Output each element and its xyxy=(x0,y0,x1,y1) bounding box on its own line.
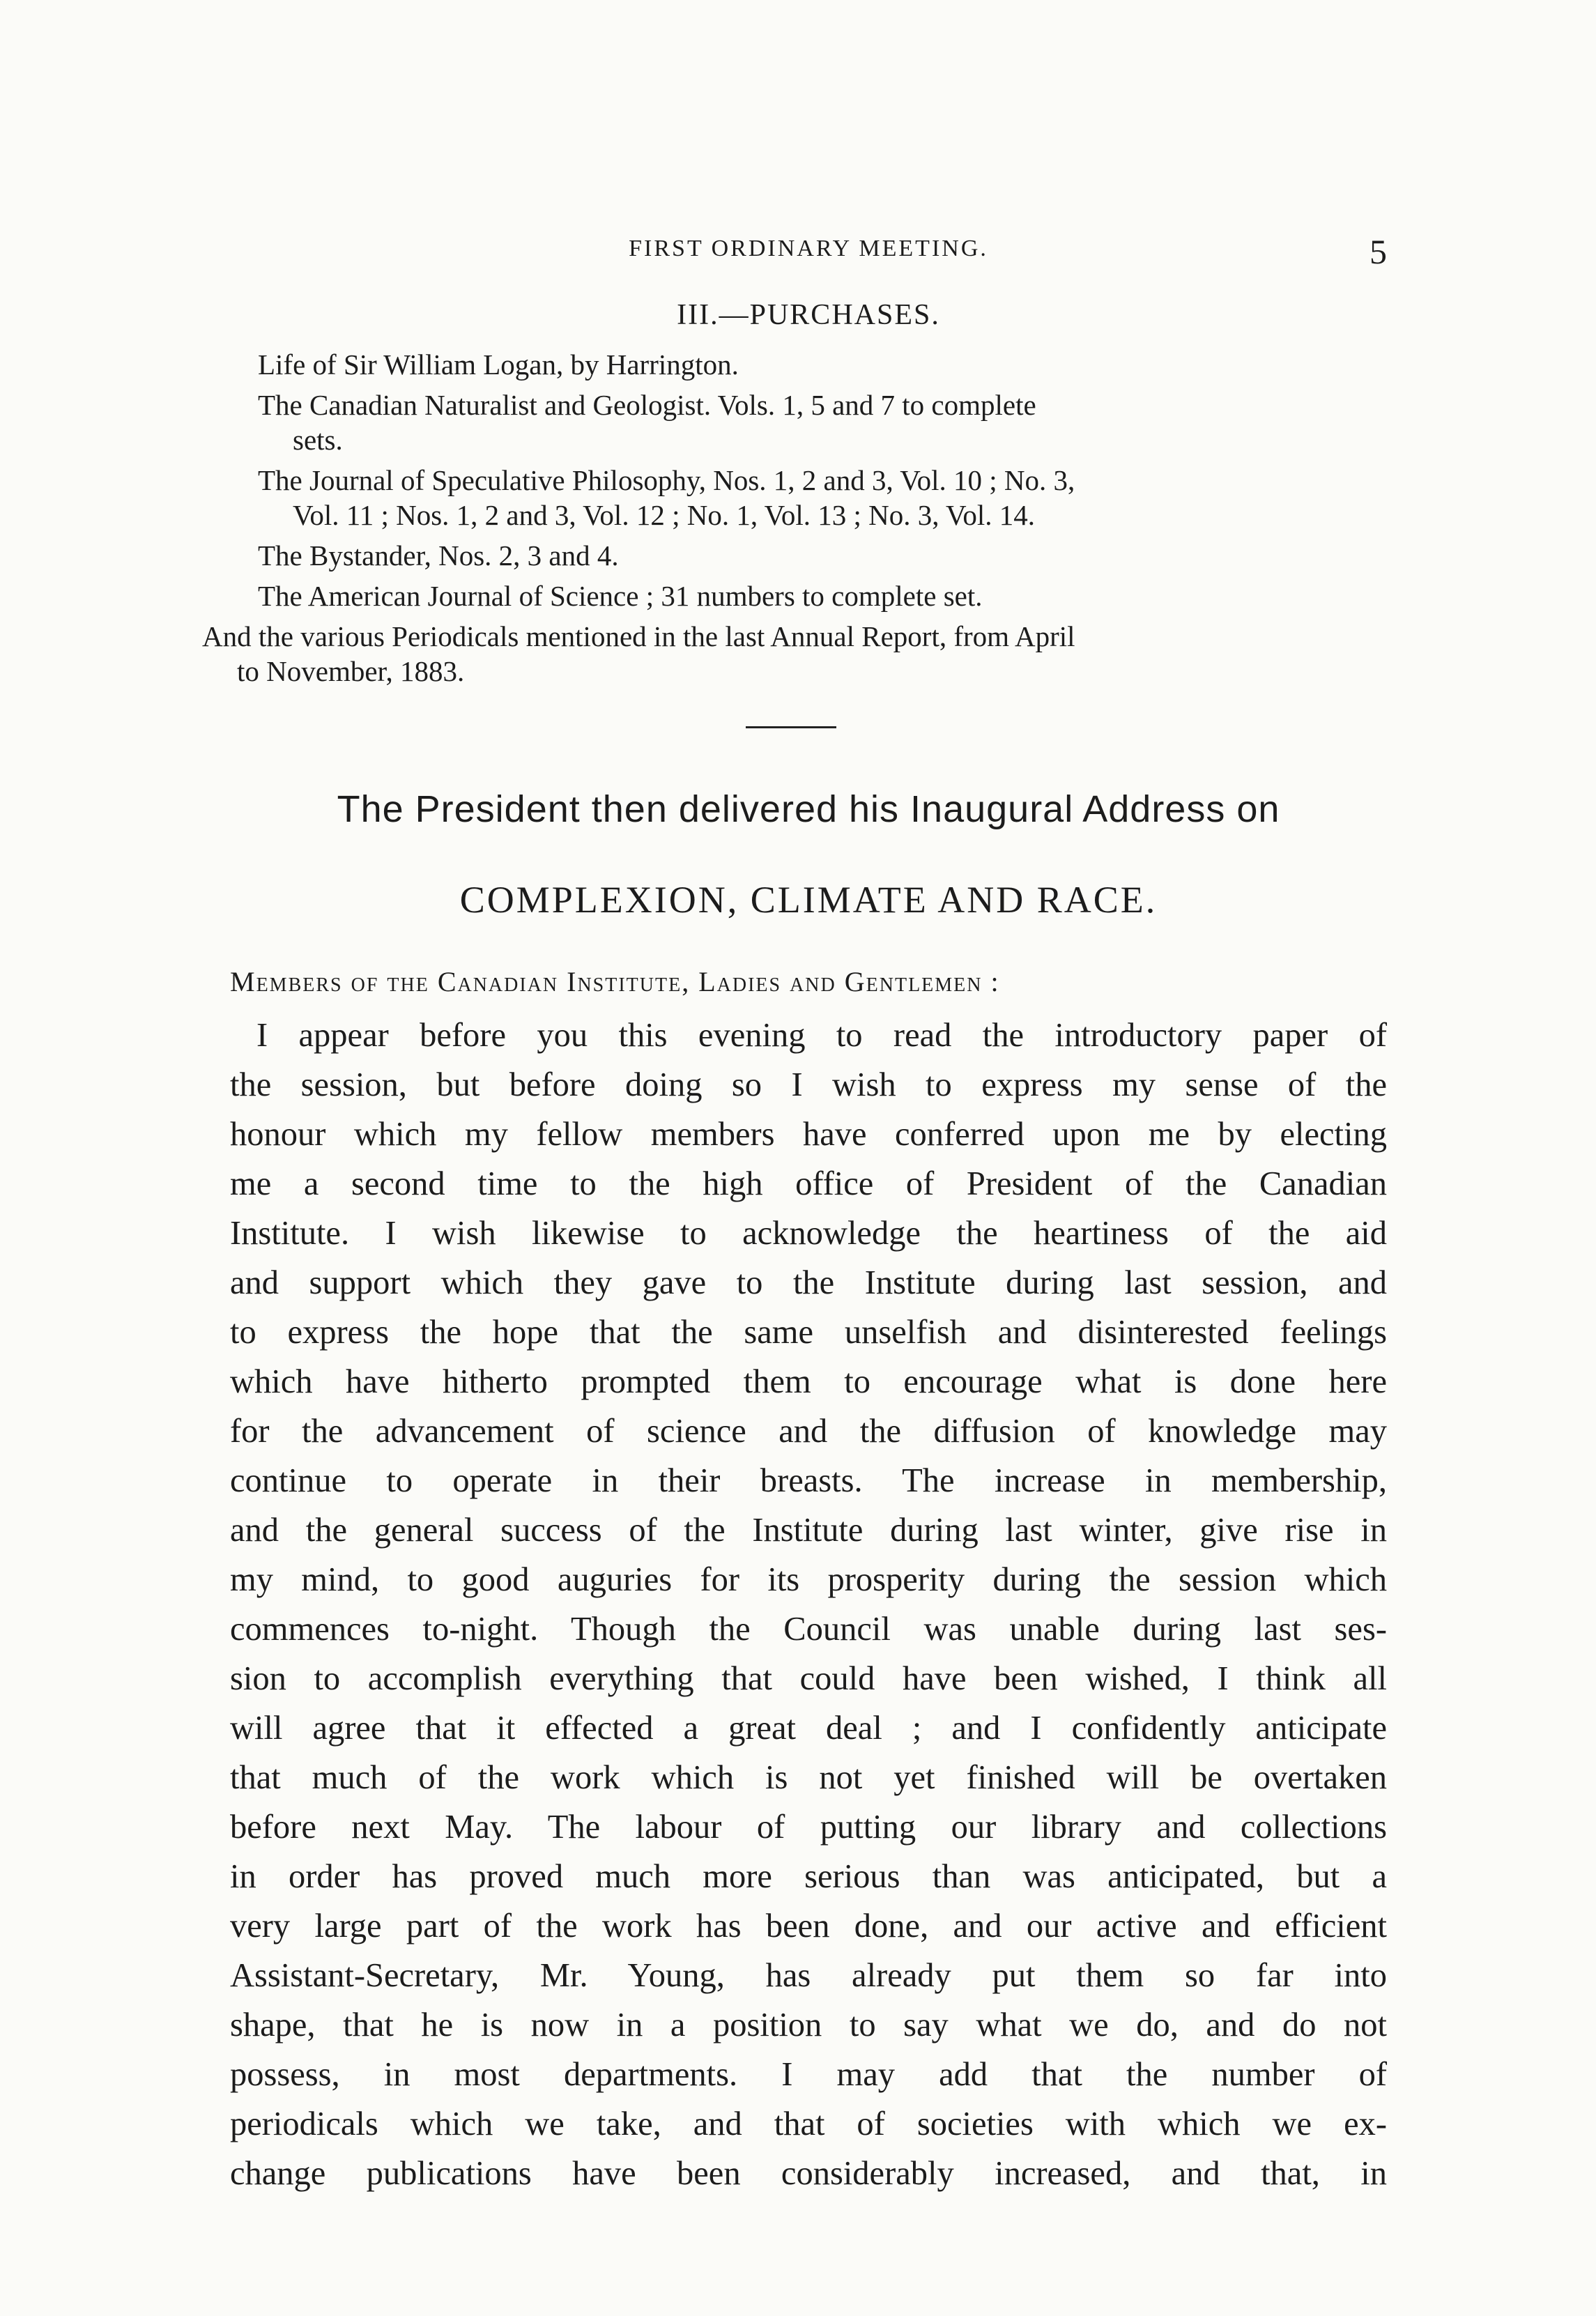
running-title: FIRST ORDINARY MEETING. xyxy=(629,236,988,261)
address-intro: The President then delivered his Inaugural Address on xyxy=(337,788,1280,830)
purchase-entry: The American Journal of Science ; 31 numbers to complete set. xyxy=(258,580,983,612)
body-line: commences to-night. Though the Council was unable during last ses- xyxy=(230,1611,1387,1648)
body-line: before next May. The labour of putting our library and collections xyxy=(230,1809,1387,1846)
body-line: honour which my fellow members have conferred upon me by electing xyxy=(230,1116,1387,1153)
body-line: me a second time to the high office of President of the Canadian xyxy=(230,1165,1387,1202)
address-title: COMPLEXION, CLIMATE AND RACE. xyxy=(459,879,1158,921)
body-line: which have hitherto prompted them to encourage what is done here xyxy=(230,1363,1387,1400)
page-number: 5 xyxy=(1369,232,1387,271)
body-line: and the general success of the Institute during last winter, give rise in xyxy=(230,1512,1387,1549)
body-line: possess, in most departments. I may add that the number of xyxy=(230,2056,1387,2093)
purchase-entry: Life of Sir William Logan, by Harrington. xyxy=(258,348,739,381)
body-line: Assistant-Secretary, Mr. Young, has already put them so far into xyxy=(230,1957,1387,1994)
section-divider xyxy=(746,726,836,728)
purchases-heading: III.—PURCHASES. xyxy=(677,299,940,331)
body-line: sion to accomplish everything that could have been wished, I think all xyxy=(230,1660,1387,1697)
body-line: will agree that it effected a great deal ; and I confidently anticipate xyxy=(230,1710,1387,1747)
body-line: Institute. I wish likewise to acknowledge the heartiness of the aid xyxy=(230,1215,1387,1252)
body-line: very large part of the work has been done, and our active and efficient xyxy=(230,1908,1387,1945)
body-line: my mind, to good auguries for its prosperity during the session which xyxy=(230,1561,1387,1598)
salutation: Members of the Canadian Institute, Ladies and Gentlemen : xyxy=(230,966,1000,997)
purchase-entry: And the various Periodicals mentioned in the last Annual Report, from April to November, 1883. xyxy=(202,620,1075,687)
body-line: change publications have been considerably increased, and that, in xyxy=(230,2155,1387,2192)
purchase-entry: The Journal of Speculative Philosophy, Nos. 1, 2 and 3, Vol. 10 ; No. 3, Vol. 11 ; Nos. 1, 2 and 3, Vol. 12 ; No. 1, Vol. 13 ; No. 3, Vol. 14. xyxy=(258,464,1075,531)
body-line: and support which they gave to the Institute during last session, and xyxy=(230,1264,1387,1301)
purchase-entry: The Bystander, Nos. 2, 3 and 4. xyxy=(258,539,619,572)
body-line: for the advancement of science and the diffusion of knowledge may xyxy=(230,1413,1387,1450)
body-line: continue to operate in their breasts. The increase in membership, xyxy=(230,1462,1387,1499)
body-line: periodicals which we take, and that of societies with which we ex- xyxy=(230,2106,1387,2142)
purchases-list xyxy=(202,347,1387,694)
body-line: the session, but before doing so I wish to express my sense of the xyxy=(230,1066,1387,1103)
body-line: to express the hope that the same unselfish and disinterested feelings xyxy=(230,1314,1387,1351)
body-line: I appear before you this evening to read the introductory paper of xyxy=(256,1017,1387,1054)
body-line: shape, that he is now in a position to say what we do, and do not xyxy=(230,2007,1387,2043)
body-line: in order has proved much more serious than was anticipated, but a xyxy=(230,1858,1387,1895)
address-body xyxy=(230,1011,1387,2198)
purchase-entry: The Canadian Naturalist and Geologist. Vols. 1, 5 and 7 to complete sets. xyxy=(258,389,1036,456)
body-line: that much of the work which is not yet finished will be overtaken xyxy=(230,1759,1387,1796)
